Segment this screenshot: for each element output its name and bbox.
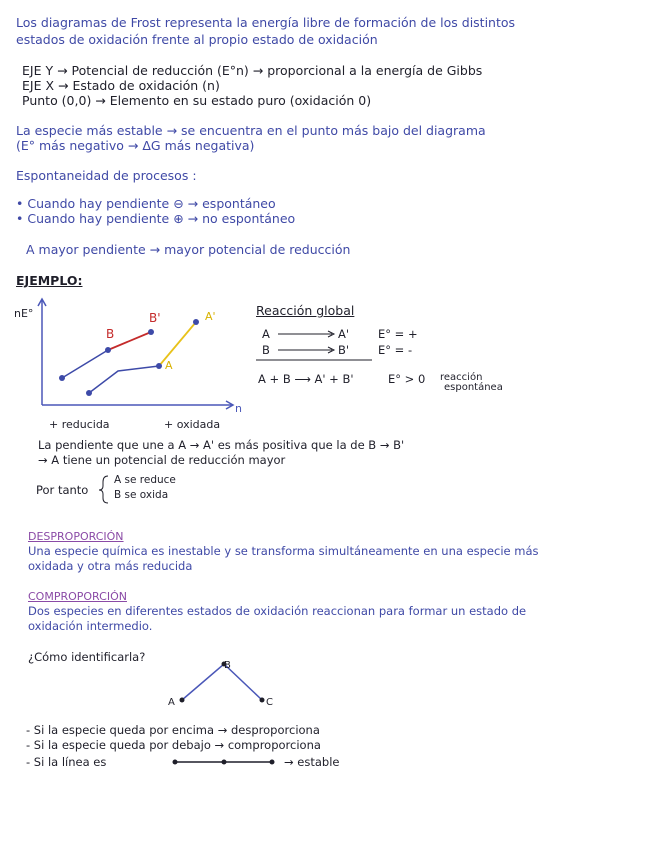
spontaneity-negative: • Cuando hay pendiente ⊖ → espontáneo: [16, 196, 276, 211]
point-start-2: [86, 390, 92, 396]
origin-description: Punto (0,0) → Elemento en su estado puro (oxidación 0): [22, 93, 372, 108]
point-Bp: [148, 329, 154, 335]
therefore-label: Por tanto: [36, 483, 89, 497]
disproportionation-line-1: Una especie química es inestable y se transforma simultáneamente en una especie más: [28, 544, 539, 558]
rule-above: - Si la especie queda por encima → desproporciona: [26, 723, 320, 737]
reaction-2-right: B': [338, 343, 350, 357]
slope-rule: A mayor pendiente → mayor potencial de reducción: [26, 242, 351, 257]
triangle-point-A: [180, 698, 185, 703]
point-A: [156, 363, 162, 369]
disproportionation-title: DESPROPORCIÓN: [28, 530, 124, 543]
b-oxidizes: B se oxida: [114, 489, 169, 501]
a-reduces: A se reduce: [114, 474, 176, 486]
triangle-label-A: A: [168, 697, 175, 708]
reaction-global: A + B ⟶ A' + B': [258, 372, 354, 386]
triangle-point-C: [260, 698, 265, 703]
triangle: [182, 664, 262, 700]
comproportionation-title: COMPROPORCIÓN: [28, 590, 127, 603]
label-B: B: [106, 327, 115, 341]
rule-line-prefix: - Si la línea es: [26, 755, 107, 769]
label-Bp: B': [149, 311, 161, 325]
blue-line-1: [62, 350, 108, 378]
reaction-note-2: espontánea: [444, 382, 503, 393]
reaction-note-1: reacción: [440, 372, 483, 383]
reaction-2-potential: E° = -: [378, 343, 413, 357]
intro-line-2: estados de oxidación frente al propio estado de oxidación: [16, 32, 378, 47]
point-B: [105, 347, 111, 353]
reaction-1-right: A': [338, 327, 350, 341]
stable-line-1: La especie más estable → se encuentra en el punto más bajo del diagrama: [16, 123, 486, 138]
label-Ap: A': [205, 310, 216, 323]
rule-line-suffix: → estable: [284, 755, 340, 769]
identify-question: ¿Cómo identificarla?: [28, 650, 146, 664]
reaction-1-potential: E° = +: [378, 327, 418, 341]
point-start-1: [59, 375, 65, 381]
axis-y-description: EJE Y → Potencial de reducción (E°n) → proporcional a la energía de Gibbs: [22, 63, 483, 78]
point-Ap: [193, 319, 199, 325]
label-A: A: [165, 359, 173, 372]
tick-oxidized: + oxidada: [164, 418, 221, 431]
series-b-line: [108, 332, 151, 350]
comproportionation-line-1: Dos especies en diferentes estados de oxidación reaccionan para formar un estado de: [28, 604, 527, 618]
reaction-title: Reacción global: [256, 303, 355, 318]
spontaneity-positive: • Cuando hay pendiente ⊕ → no espontáneo: [16, 211, 296, 226]
comproportionation-line-2: oxidación intermedio.: [28, 619, 153, 633]
rule-below: - Si la especie queda por debajo → comproporciona: [26, 738, 321, 752]
slope-conclusion: → A tiene un potencial de reducción mayor: [38, 453, 286, 467]
brace: [99, 476, 108, 503]
example-heading: EJEMPLO:: [16, 273, 83, 288]
blue-line-2: [89, 366, 159, 393]
slope-comparison: La pendiente que une a A → A' es más positiva que la de B → B': [38, 438, 405, 452]
spontaneity-title: Espontaneidad de procesos :: [16, 168, 197, 183]
tick-reduced: + reducida: [49, 418, 110, 431]
reaction-1-left: A: [262, 327, 270, 341]
intro-line-1: Los diagramas de Frost representa la energía libre de formación de los distintos: [16, 15, 516, 30]
triangle-label-B: B: [224, 660, 231, 671]
reaction-global-potential: E° > 0: [388, 372, 426, 386]
axis-x-description: EJE X → Estado de oxidación (n): [22, 78, 220, 93]
reaction-2-left: B: [262, 343, 270, 357]
chart-y-label: nE°: [14, 307, 34, 320]
stable-line-2: (E° más negativo → ΔG más negativa): [16, 138, 255, 153]
disproportionation-line-2: oxidada y otra más reducida: [28, 559, 193, 573]
chart-x-label: n: [235, 402, 242, 415]
triangle-label-C: C: [266, 697, 273, 708]
